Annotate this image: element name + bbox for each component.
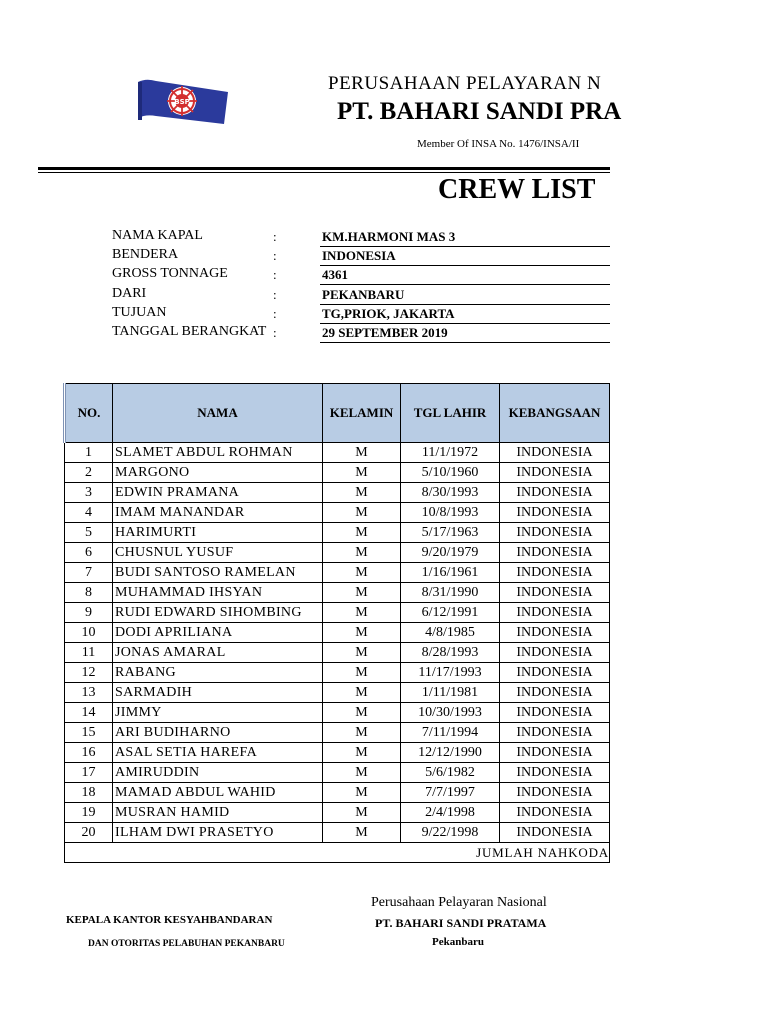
- table-row: [65, 643, 610, 663]
- crew-birthdate: 8/28/1993: [401, 643, 500, 663]
- table-row: [65, 603, 610, 623]
- crew-gender: M: [323, 823, 401, 843]
- table-row: [65, 703, 610, 723]
- crew-gender: M: [323, 563, 401, 583]
- crew-table-body: [65, 443, 610, 843]
- ship-info-colon: :: [273, 267, 277, 282]
- ship-info-colon: :: [273, 248, 277, 263]
- crew-name: RUDI EDWARD SIHOMBING: [113, 603, 323, 623]
- crew-nationality: INDONESIA: [500, 583, 610, 603]
- ship-info-underline: [320, 284, 610, 285]
- crew-name: ASAL SETIA HAREFA: [113, 743, 323, 763]
- row-number: 9: [65, 603, 113, 623]
- crew-nationality: INDONESIA: [500, 763, 610, 783]
- crew-nationality: INDONESIA: [500, 683, 610, 703]
- crew-name: DODI APRILIANA: [113, 623, 323, 643]
- crew-birthdate: 4/8/1985: [401, 623, 500, 643]
- row-number: 15: [65, 723, 113, 743]
- row-number: 1: [65, 443, 113, 463]
- header-rule-thick: [38, 167, 610, 170]
- row-number: 11: [65, 643, 113, 663]
- crew-birthdate: 11/17/1993: [401, 663, 500, 683]
- table-row: [65, 763, 610, 783]
- crew-birthdate: 5/10/1960: [401, 463, 500, 483]
- crew-table-container: [63, 383, 610, 873]
- crew-name: HARIMURTI: [113, 523, 323, 543]
- crew-nationality: INDONESIA: [500, 663, 610, 683]
- crew-birthdate: 2/4/1998: [401, 803, 500, 823]
- ship-info-colon: :: [273, 325, 277, 340]
- ship-info-label: TANGGAL BERANGKAT: [112, 324, 267, 339]
- table-row: [65, 523, 610, 543]
- crew-nationality: INDONESIA: [500, 823, 610, 843]
- crew-nationality: INDONESIA: [500, 563, 610, 583]
- table-row: [65, 783, 610, 803]
- ship-info-label: TUJUAN: [112, 305, 167, 320]
- crew-gender: M: [323, 463, 401, 483]
- row-number: 12: [65, 663, 113, 683]
- crew-gender: M: [323, 803, 401, 823]
- crew-nationality: INDONESIA: [500, 523, 610, 543]
- table-row: [65, 463, 610, 483]
- column-header-nama: NAMA: [113, 384, 323, 443]
- row-number: 7: [65, 563, 113, 583]
- table-row: [65, 663, 610, 683]
- crew-gender: M: [323, 603, 401, 623]
- crew-gender: M: [323, 683, 401, 703]
- table-row: [65, 543, 610, 563]
- crew-name: CHUSNUL YUSUF: [113, 543, 323, 563]
- table-row: [65, 723, 610, 743]
- crew-birthdate: 9/22/1998: [401, 823, 500, 843]
- crew-birthdate: 8/30/1993: [401, 483, 500, 503]
- crew-gender: M: [323, 583, 401, 603]
- signature-authority-subtitle: DAN OTORITAS PELABUHAN PEKANBARU: [88, 939, 285, 949]
- crew-name: JONAS AMARAL: [113, 643, 323, 663]
- table-row: [65, 683, 610, 703]
- crew-name: MAMAD ABDUL WAHID: [113, 783, 323, 803]
- row-number: 4: [65, 503, 113, 523]
- row-number: 20: [65, 823, 113, 843]
- row-number: 5: [65, 523, 113, 543]
- company-name-line2: PT. BAHARI SANDI PRA: [337, 98, 622, 125]
- crew-nationality: INDONESIA: [500, 483, 610, 503]
- crew-birthdate: 8/31/1990: [401, 583, 500, 603]
- signature-company-name: PT. BAHARI SANDI PRATAMA: [375, 916, 547, 930]
- crew-name: IMAM MANANDAR: [113, 503, 323, 523]
- ship-info-label: BENDERA: [112, 247, 179, 262]
- crew-nationality: INDONESIA: [500, 503, 610, 523]
- row-number: 19: [65, 803, 113, 823]
- crew-table: [63, 383, 610, 863]
- crew-gender: M: [323, 643, 401, 663]
- signature-company-line1: Perusahaan Pelayaran Nasional: [371, 895, 547, 910]
- crew-nationality: INDONESIA: [500, 743, 610, 763]
- crew-nationality: INDONESIA: [500, 463, 610, 483]
- row-number: 14: [65, 703, 113, 723]
- crew-birthdate: 11/1/1972: [401, 443, 500, 463]
- crew-name: MARGONO: [113, 463, 323, 483]
- crew-gender: M: [323, 783, 401, 803]
- ship-info-label: GROSS TONNAGE: [112, 266, 228, 281]
- ship-info-colon: :: [273, 229, 277, 244]
- membership-line: Member Of INSA No. 1476/INSA/II: [417, 138, 580, 150]
- crew-nationality: INDONESIA: [500, 803, 610, 823]
- crew-birthdate: 10/30/1993: [401, 703, 500, 723]
- crew-nationality: INDONESIA: [500, 603, 610, 623]
- ship-info-label: DARI: [112, 286, 147, 301]
- table-row: [65, 823, 610, 843]
- crew-birthdate: 6/12/1991: [401, 603, 500, 623]
- table-row: [65, 803, 610, 823]
- ship-info-value: TG,PRIOK, JAKARTA: [322, 306, 455, 321]
- crew-gender: M: [323, 483, 401, 503]
- ship-info-label: NAMA KAPAL: [112, 228, 203, 243]
- table-header-row: [65, 384, 610, 443]
- row-number: 18: [65, 783, 113, 803]
- crew-birthdate: 10/8/1993: [401, 503, 500, 523]
- table-row: [65, 443, 610, 463]
- crew-name: BUDI SANTOSO RAMELAN: [113, 563, 323, 583]
- crew-nationality: INDONESIA: [500, 723, 610, 743]
- company-logo: [136, 78, 230, 126]
- crew-name: SARMADIH: [113, 683, 323, 703]
- crew-birthdate: 1/16/1961: [401, 563, 500, 583]
- row-number: 17: [65, 763, 113, 783]
- table-row: [65, 623, 610, 643]
- crew-name: AMIRUDDIN: [113, 763, 323, 783]
- crew-gender: M: [323, 723, 401, 743]
- crew-gender: M: [323, 763, 401, 783]
- column-header-kelamin: KELAMIN: [323, 384, 401, 443]
- crew-name: RABANG: [113, 663, 323, 683]
- ship-info-value: INDONESIA: [322, 248, 396, 263]
- crew-birthdate: 5/6/1982: [401, 763, 500, 783]
- column-header-no: NO.: [65, 384, 113, 443]
- crew-gender: M: [323, 523, 401, 543]
- crew-nationality: INDONESIA: [500, 643, 610, 663]
- crew-gender: M: [323, 543, 401, 563]
- signature-authority-title: KEPALA KANTOR KESYAHBANDARAN: [66, 914, 273, 926]
- document-title: CREW LIST: [438, 174, 596, 205]
- crew-name: ILHAM DWI PRASETYO: [113, 823, 323, 843]
- crew-name: ARI BUDIHARNO: [113, 723, 323, 743]
- signature-company-city: Pekanbaru: [432, 936, 484, 948]
- table-row: [65, 503, 610, 523]
- row-number: 10: [65, 623, 113, 643]
- ship-info-colon: :: [273, 287, 277, 302]
- row-number: 16: [65, 743, 113, 763]
- crew-nationality: INDONESIA: [500, 703, 610, 723]
- crew-gender: M: [323, 623, 401, 643]
- crew-birthdate: 1/11/1981: [401, 683, 500, 703]
- crew-birthdate: 5/17/1963: [401, 523, 500, 543]
- crew-gender: M: [323, 743, 401, 763]
- crew-gender: M: [323, 703, 401, 723]
- crew-birthdate: 9/20/1979: [401, 543, 500, 563]
- ship-info-value: PEKANBARU: [322, 287, 405, 302]
- crew-birthdate: 7/7/1997: [401, 783, 500, 803]
- crew-name: JIMMY: [113, 703, 323, 723]
- crew-nationality: INDONESIA: [500, 543, 610, 563]
- total-row: [65, 843, 610, 863]
- row-number: 8: [65, 583, 113, 603]
- row-number: 6: [65, 543, 113, 563]
- crew-gender: M: [323, 663, 401, 683]
- row-number: 13: [65, 683, 113, 703]
- crew-name: MUHAMMAD IHSYAN: [113, 583, 323, 603]
- ship-info-colon: :: [273, 306, 277, 321]
- table-row: [65, 583, 610, 603]
- crew-birthdate: 7/11/1994: [401, 723, 500, 743]
- column-header-kebangsaan: KEBANGSAAN: [500, 384, 610, 443]
- crew-nationality: INDONESIA: [500, 443, 610, 463]
- table-row: [65, 743, 610, 763]
- crew-name: MUSRAN HAMID: [113, 803, 323, 823]
- row-number: 2: [65, 463, 113, 483]
- ship-info-underline: [320, 323, 610, 324]
- crew-birthdate: 12/12/1990: [401, 743, 500, 763]
- column-header-tgl-lahir: TGL LAHIR: [401, 384, 500, 443]
- ship-info-underline: [320, 304, 610, 305]
- crew-name: EDWIN PRAMANA: [113, 483, 323, 503]
- ship-info-underline: [320, 342, 610, 343]
- flag-emblem-icon: [136, 78, 230, 126]
- ship-info-underline: [320, 265, 610, 266]
- ship-info-value: 4361: [322, 267, 348, 282]
- row-number: 3: [65, 483, 113, 503]
- crew-nationality: INDONESIA: [500, 623, 610, 643]
- crew-nationality: INDONESIA: [500, 783, 610, 803]
- crew-gender: M: [323, 503, 401, 523]
- crew-name: SLAMET ABDUL ROHMAN: [113, 443, 323, 463]
- table-row: [65, 483, 610, 503]
- table-row: [65, 563, 610, 583]
- ship-info-underline: [320, 246, 610, 247]
- company-name-line1: PERUSAHAAN PELAYARAN N: [328, 73, 602, 94]
- crew-gender: M: [323, 443, 401, 463]
- ship-info-value: KM.HARMONI MAS 3: [322, 229, 456, 244]
- svg-text:BSP: BSP: [174, 98, 190, 106]
- header-rule-thin: [38, 172, 610, 173]
- ship-info-value: 29 SEPTEMBER 2019: [322, 325, 448, 340]
- total-label: JUMLAH NAHKODA: [65, 843, 610, 863]
